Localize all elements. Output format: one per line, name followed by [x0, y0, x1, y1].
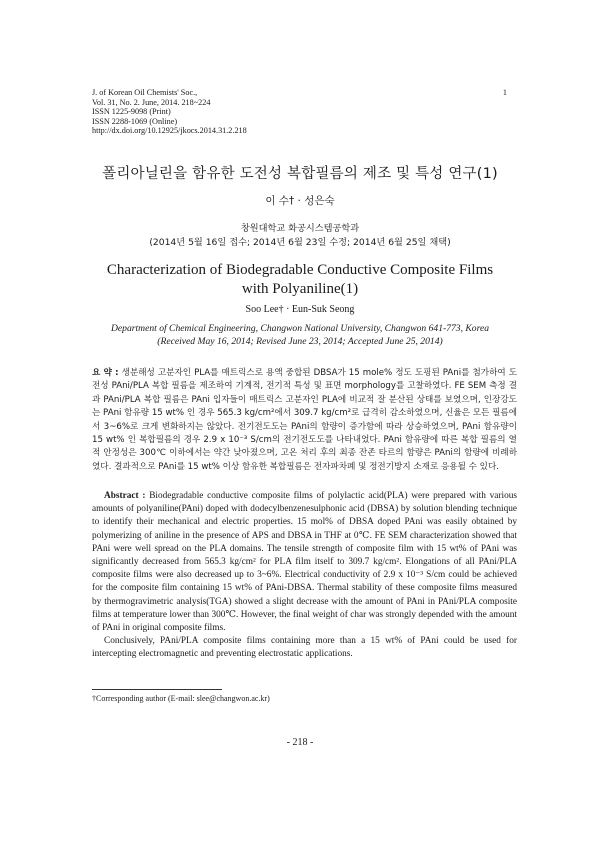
affiliation-english: Department of Chemical Engineering, Changwon National University, Changwon 641-773, Korea: [110, 323, 490, 334]
abstract-english: [92, 490, 517, 662]
authors-korean: 이 수† · 성은숙: [265, 195, 335, 207]
abstract-korean-text: 생분해성 고분자인 PLA를 매트릭스로 용액 중합된 DBSA가 15 mole% 정도 도핑된 PAni를 첨가하여 도전성 PAni/PLA 복합 필름을 제조하여 기계적, 전기적 특성 및 표면 morphology를 고찰하였다. FE SEM 측정 결과 PAni/PLA 복합 필름은 PAni 입자들이 매트릭스 고분자인 PLA에 비교적 잘 분산된 상태를 보였으며, 인장강도는 PAni 함유량 15 wt% 인 경우 565.3 kg/cm²에서 309.7 kg/cm²로 급격히 감소하였으며, 신율은 모든 필름에서 3~6%로 크게 변화하지는 않았다. 전기전도도는 PAni의 함량이 증가함에 따라 상승하였으며, PAni 함유량이 15 wt% 인 복합필름의 경우 2.9 x 10⁻³ S/cm의 전기전도도를 나타내었다. PAni 함유량에 따른 복합 필름의 열적 안정성은 300℃ 이하에서는 약간 낮아졌으며, 고온 처리 후의 최종 잔존 타르의 함량은 PAni의 함량에 비례하였다. 결과적으로 PAni를 15 wt% 이상 함유한 복합필름은 전자파차폐 및 정전기방지 소재로 응용될 수 있다.: [92, 368, 518, 472]
issn-online: ISSN 2288-1069 (Online): [92, 116, 178, 126]
title-english-line1: Characterization of Biodegradable Conductive Composite Films: [106, 262, 494, 278]
abstract-english-para1: [92, 490, 517, 635]
authors-english: Soo Lee† · Eun-Suk Seong: [245, 304, 355, 315]
journal-name: J. of Korean Oil Chemists' Soc.,: [92, 88, 198, 97]
page-number-bottom: - 218 -: [286, 737, 314, 748]
title-korean: 폴리아닐린을 함유한 도전성 복합필름의 제조 및 특성 연구(1): [102, 166, 498, 182]
journal-info: [92, 88, 247, 136]
dates-korean: (2014년 5월 16일 접수; 2014년 6월 23일 수정; 2014년 6월 25일 채택): [149, 237, 451, 248]
affiliation-english-block: [0, 322, 600, 348]
abstract-english-label: Abstract :: [104, 491, 146, 501]
journal-volume: Vol. 31, No. 2. June, 2014. 218~224: [92, 97, 211, 107]
abstract-english-text1: Biodegradable conductive composite films of polylactic acid(PLA) were prepared with various amounts of polyaniline(PAni) doped with dodecylbenzenesulphonic acid (DBSA) by solution blending technique to identify their mechanical and electric properties. 15 mol% of DBSA doped PAni was easily obtained by polymerizing of aniline in the presence of APS and DBSA in THF at 0℃. FE SEM characterization showed that PAni were well spread on the PLA domains. The tensile strength of composite film with 15 wt% of PAni was significantly decreased from 565.3 kg/cm² for PLA film itself to 309.7 kg/cm². Elongations of all PAni/PLA composite films were also decreased up to 3~6%. Electrical conductivity of 2.9 x 10⁻³ S/cm could be achieved for the composite film containing 15 wt% of PAni-DBSA. Thermal stability of these composite films measured by thermogravimetric analysis(TGA) showed a slight decrease with the amount of PAni in PAni/PLA composite films at temperature lower than 300℃. However, the final weight of char was strongly depended with the amount of PAni in original composite films.: [92, 491, 517, 634]
page-number-top: 1: [502, 88, 507, 97]
abstract-korean-label: 요 약 :: [92, 368, 119, 378]
title-english: [0, 261, 600, 299]
abstract-english-para2: Conclusively, PAni/PLA composite films containing more than a 15 wt% of PAni could be used for intercepting electromagnetic and preventing electrostatic applications.: [92, 636, 517, 660]
footnote-corresponding-author: †Corresponding author (E-mail: slee@changwon.ac.kr): [92, 694, 270, 703]
affiliation-korean-block: [0, 222, 600, 250]
footnote-divider: [92, 689, 222, 690]
affiliation-korean: 창원대학교 화공시스템공학과: [240, 223, 360, 234]
title-english-line2: with Polyaniline(1): [241, 281, 359, 297]
doi-link[interactable]: http://dx.doi.org/10.12925/jkocs.2014.31.2.218: [92, 126, 247, 136]
abstract-korean: [92, 367, 517, 474]
issn-print: ISSN 1225-9098 (Print): [92, 107, 171, 117]
dates-english: (Received May 16, 2014; Revised June 23, 2014; Accepted June 25, 2014): [157, 336, 443, 347]
